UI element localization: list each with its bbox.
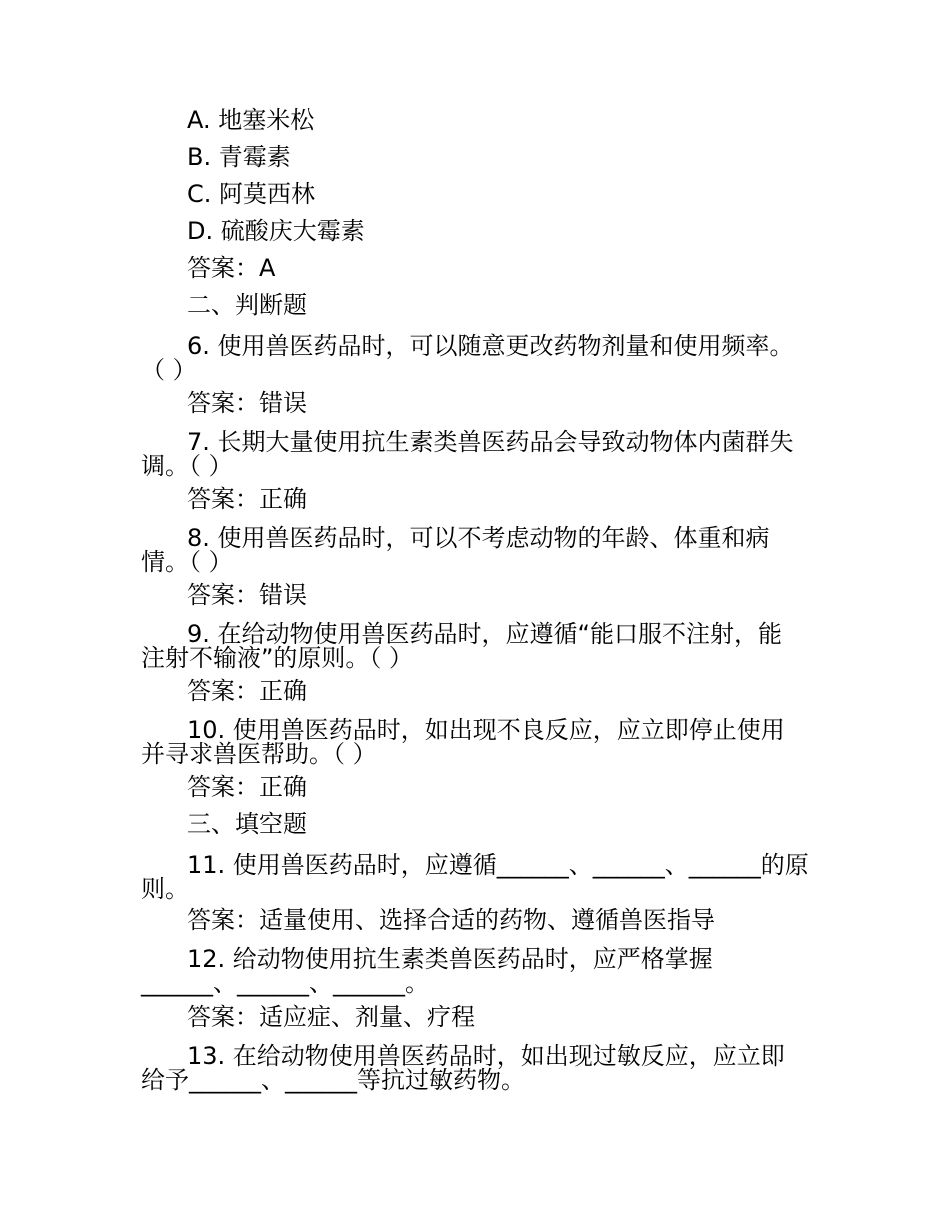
question-10 — [141, 718, 821, 766]
question-8-line1: 8. 使用兽医药品时，可以不考虑动物的年龄、体重和病 — [187, 524, 770, 552]
answer-10: 答案：正确 — [187, 773, 307, 801]
question-9-line2: 注射不输液”的原则。（ ） — [141, 644, 414, 672]
answer-7: 答案：正确 — [187, 485, 307, 513]
answer-8: 答案：错误 — [187, 581, 307, 609]
question-6-line2: （ ） — [141, 356, 197, 384]
question-11-line1: 11. 使用兽医药品时，应遵循______、______、______的原 — [187, 851, 809, 879]
question-13-line1: 13. 在给动物使用兽医药品时，如出现过敏反应，应立即 — [187, 1042, 785, 1070]
question-7-line2: 调。（ ） — [141, 452, 233, 480]
question-6 — [141, 334, 821, 382]
answer-12: 答案：适应症、剂量、疗程 — [187, 1003, 475, 1031]
question-11-line2: 则。 — [141, 875, 189, 903]
question-11 — [141, 853, 821, 901]
question-10-line1: 10. 使用兽医药品时，如出现不良反应，应立即停止使用 — [187, 716, 785, 744]
option-b: B. 青霉素 — [187, 143, 291, 171]
question-8 — [141, 526, 821, 574]
question-10-line2: 并寻求兽医帮助。（ ） — [141, 740, 377, 768]
question-12-line1: 12. 给动物使用抗生素类兽医药品时，应严格掌握 — [187, 945, 713, 973]
answer-11: 答案：适量使用、选择合适的药物、遵循兽医指导 — [187, 906, 715, 934]
answer-6: 答案：错误 — [187, 389, 307, 417]
question-12-line2: ______、______、______。 — [141, 969, 429, 997]
question-7-line1: 7. 长期大量使用抗生素类兽医药品会导致动物体内菌群失 — [187, 428, 794, 456]
option-c: C. 阿莫西林 — [187, 180, 316, 208]
question-6-line1: 6. 使用兽医药品时，可以随意更改药物剂量和使用频率。 — [187, 332, 794, 360]
question-8-line2: 情。（ ） — [141, 548, 233, 576]
question-9-line1: 9. 在给动物使用兽医药品时，应遵循“能口服不注射，能 — [187, 620, 782, 648]
question-9 — [141, 622, 821, 670]
section-title-judgment: 二、判断题 — [187, 291, 307, 319]
section-title-fill-blank: 三、填空题 — [187, 810, 307, 838]
question-13 — [141, 1044, 821, 1092]
answer-9: 答案：正确 — [187, 677, 307, 705]
option-a: A. 地塞米松 — [187, 106, 315, 134]
answer-5: 答案：A — [187, 254, 276, 282]
question-13-line2: 给予______、______等抗过敏药物。 — [141, 1066, 525, 1094]
question-7 — [141, 430, 821, 478]
question-12 — [141, 947, 821, 995]
option-d: D. 硫酸庆大霉素 — [187, 217, 365, 245]
